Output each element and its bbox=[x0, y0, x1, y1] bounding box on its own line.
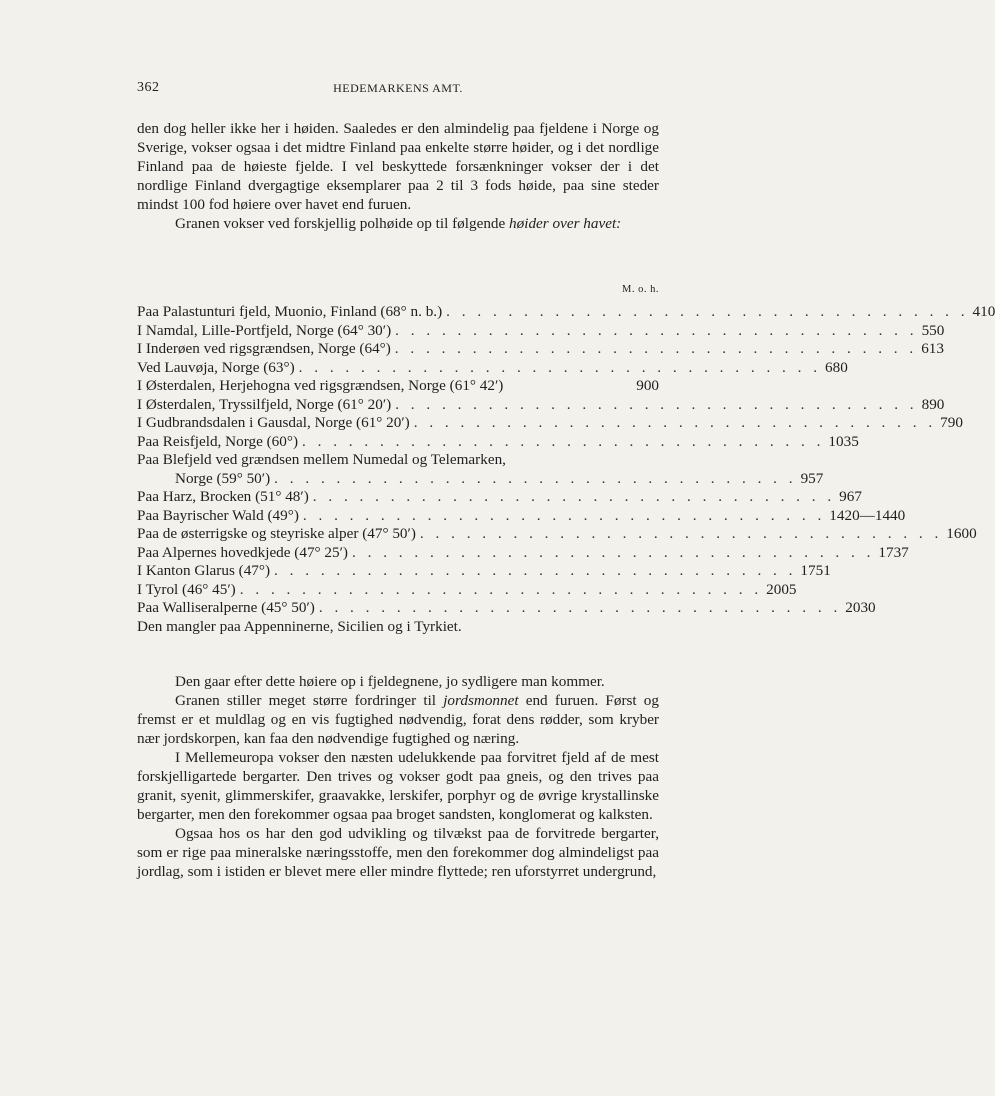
row-altitude: 613 bbox=[921, 340, 944, 357]
row-place: Paa Palastunturi fjeld, Muonio, Finland (68° n. b.) bbox=[137, 303, 443, 320]
row-altitude: 1420—1440 bbox=[829, 506, 906, 524]
row-place: Paa Bayrischer Wald (49°) bbox=[137, 506, 299, 524]
intro-paragraph: den dog heller ikke her i høiden. Saaledes er den almindelig paa fjeldene i Norge og Sverige, vokser ogsaa i det midtre Finland paa enkelte større høider, og i det nordlige Finland paa de høieste fjelde. I vel beskyttede forsænkninger vokser der i det nordlige Finland dvergagtige eksemplarer paa 2 til 3 fods høide, paa sine steder mindst 100 fod høiere over havet end furuen. bbox=[137, 120, 659, 213]
running-title: HEDEMARKENS AMT. bbox=[333, 81, 463, 95]
table-row bbox=[137, 414, 963, 433]
leader-dots: . . . . . . . . . . . . . . . . . . . . . . . . . . . . . . . . . . bbox=[395, 321, 918, 339]
table-row bbox=[137, 506, 906, 526]
row-altitude: 1737 bbox=[878, 543, 909, 561]
leader-dots: . . . . . . . . . . . . . . . . . . . . . . . . . . . . . . . . . . bbox=[274, 562, 797, 579]
table-row bbox=[137, 432, 859, 452]
paragraph: Ogsaa hos os har den god udvikling og tilvækst paa de forvitrede bergarter, som er rige paa mineralske næringsstoffe, men den forekommer dog almindeligst paa jordlag, som i istiden er blevet mere eller mindre flyttede; ren uforstyrret undergrund, bbox=[137, 825, 659, 880]
leader-dots: . . . . . . . . . . . . . . . . . . . . . . . . . . . . . . . . . . bbox=[352, 543, 875, 561]
row-place: Paa de østerrigske og steyriske alper (47° 50′) bbox=[137, 525, 416, 542]
leader-dots: . . . . . . . . . . . . . . . . . . . . . . . . . . . . . . . . . . bbox=[446, 303, 969, 320]
page-number: 362 bbox=[137, 80, 160, 95]
table-row bbox=[137, 303, 995, 322]
paragraph: I Mellemeuropa vokser den næsten udelukkende paa forvitret fjeld af de mest forskjelligartede bergarter. Den trives og vokser godt paa gneis, og den trives paa granit, syenit, glimmerskifer, graavakke, lerskifer, porphyr og de øvrige krystallinske bergarter, men den forekommer ogsaa paa broget sandsten, konglomerat og kalksten. bbox=[137, 749, 659, 823]
table-row bbox=[137, 618, 659, 637]
table-row bbox=[137, 525, 977, 544]
leader-dots: . . . . . . . . . . . . . . . . . . . . . . . . . . . . . . . . . . bbox=[394, 340, 918, 357]
row-place: Norge (59° 50′) bbox=[175, 469, 271, 487]
table-row bbox=[137, 340, 944, 359]
table-row bbox=[137, 543, 909, 563]
row-place: I Gudbrandsdalen i Gausdal, Norge (61° 20′) bbox=[137, 414, 410, 431]
row-place: I Inderøen ved rigsgrændsen, Norge (64°) bbox=[137, 340, 391, 357]
table-row bbox=[137, 580, 797, 600]
row-place: Paa Blefjeld ved grændsen mellem Numedal og Telemarken, bbox=[137, 451, 506, 468]
row-altitude: 900 bbox=[636, 377, 659, 394]
row-place: Paa Harz, Brocken (51° 48′) bbox=[137, 488, 309, 505]
table-row bbox=[137, 321, 945, 341]
row-place: I Østerdalen, Herjehogna ved rigsgrændsen, Norge (61° 42′) bbox=[137, 377, 504, 394]
paragraph-text: end furuen. Først og fremst er et muldlag og en vis fugtighed nødvendig, forat dens rødder, som kryber nær jordskorpen, kan faa den nødvendige fugtighed og næring. bbox=[137, 692, 659, 747]
row-place: I Namdal, Lille-Portfjeld, Norge (64° 30′) bbox=[137, 321, 392, 339]
leader-dots: . . . . . . . . . . . . . . . . . . . . . . . . . . . . . . . . . . bbox=[274, 469, 797, 487]
paragraph-italic: jordsmonnet bbox=[443, 692, 519, 709]
row-place: Paa Reisfjeld, Norge (60°) bbox=[137, 432, 299, 450]
paragraph bbox=[137, 691, 659, 748]
table-intro bbox=[137, 214, 659, 233]
row-altitude: 1600 bbox=[946, 525, 977, 542]
page-header bbox=[137, 80, 659, 100]
table-row bbox=[137, 562, 831, 581]
opening-text bbox=[137, 119, 659, 233]
paragraph: Den gaar efter dette høiere op i fjeldegnene, jo sydligere man kommer. bbox=[175, 673, 605, 690]
row-altitude: 1751 bbox=[800, 562, 831, 579]
leader-dots: . . . . . . . . . . . . . . . . . . . . . . . . . . . . . . . . . . bbox=[239, 580, 763, 598]
leader-dots: . . . . . . . . . . . . . . . . . . . . . . . . . . . . . . . . . . bbox=[318, 599, 842, 616]
row-altitude: 410 bbox=[972, 303, 995, 320]
row-place: I Østerdalen, Tryssilfjeld, Norge (61° 20′) bbox=[137, 395, 392, 413]
leader-dots: . . . . . . . . . . . . . . . . . . . . . . . . . . . . . . . . . . bbox=[413, 414, 937, 431]
row-altitude: 550 bbox=[921, 321, 945, 339]
table-row bbox=[137, 451, 659, 470]
row-altitude: 957 bbox=[800, 469, 824, 487]
row-place: Den mangler paa Appenninerne, Sicilien og i Tyrkiet. bbox=[137, 617, 462, 635]
row-altitude: 790 bbox=[940, 414, 963, 431]
row-place: Paa Walliseralperne (45° 50′) bbox=[137, 599, 315, 616]
row-place: I Tyrol (46° 45′) bbox=[137, 580, 236, 598]
table-row bbox=[137, 599, 876, 618]
row-altitude: 1035 bbox=[828, 432, 859, 450]
row-place: I Kanton Glarus (47°) bbox=[137, 562, 271, 579]
table-intro-text: Granen vokser ved forskjellig polhøide op til følgende bbox=[175, 215, 510, 232]
leader-dots: . . . . . . . . . . . . . . . . . . . . . . . . . . . . . . . . . . bbox=[419, 525, 943, 542]
row-altitude: 2030 bbox=[845, 599, 876, 616]
table-row bbox=[137, 488, 862, 507]
leader-dots: . . . . . . . . . . . . . . . . . . . . . . . . . . . . . . . . . . bbox=[302, 506, 826, 524]
leader-dots: . . . . . . . . . . . . . . . . . . . . . . . . . . . . . . . . . . bbox=[302, 432, 825, 450]
table-row bbox=[137, 377, 659, 396]
row-altitude: 967 bbox=[839, 488, 862, 505]
leader-dots: . . . . . . . . . . . . . . . . . . . . . . . . . . . . . . . . . . bbox=[312, 488, 836, 505]
row-altitude: 680 bbox=[825, 358, 848, 376]
altitude-table bbox=[137, 303, 995, 636]
table-row bbox=[137, 469, 824, 489]
leader-dots: . . . . . . . . . . . . . . . . . . . . . . . . . . . . . . . . . . bbox=[395, 395, 918, 413]
leader-dots: . . . . . . . . . . . . . . . . . . . . . . . . . . . . . . . . . . bbox=[298, 358, 822, 376]
row-place: Ved Lauvøja, Norge (63°) bbox=[137, 358, 295, 376]
row-altitude: 890 bbox=[921, 395, 945, 413]
table-row bbox=[137, 358, 848, 378]
table-intro-italic: høider over havet: bbox=[509, 215, 622, 232]
table-unit-label: M. o. h. bbox=[622, 284, 659, 295]
closing-text bbox=[137, 672, 659, 881]
row-place: Paa Alpernes hovedkjede (47° 25′) bbox=[137, 543, 348, 561]
row-altitude: 2005 bbox=[766, 580, 797, 598]
table-row bbox=[137, 395, 945, 415]
paragraph-text: Granen stiller meget større fordringer til bbox=[175, 692, 444, 709]
